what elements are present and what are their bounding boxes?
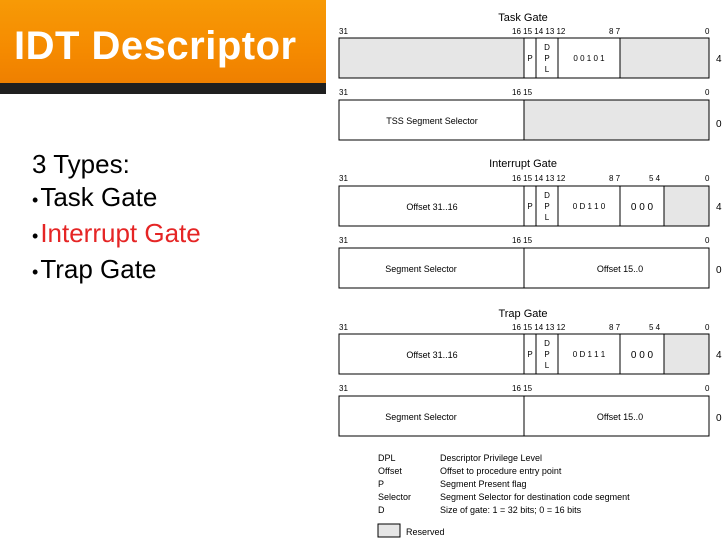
reserved-field: [620, 38, 709, 78]
trap-gate-title: Trap Gate: [498, 308, 548, 320]
legend-term: DPL: [378, 453, 396, 463]
dpl-field-d: D: [544, 43, 550, 52]
title-bar-shadow: [0, 83, 326, 94]
offset-high-field: Offset 31..16: [406, 350, 458, 360]
bit-label-0: 0: [705, 384, 710, 393]
offset-low-field: Offset 15..0: [596, 264, 644, 274]
legend-desc: Segment Selector for destination code segment: [440, 492, 630, 502]
bullet-intro: 3 Types:: [32, 149, 130, 179]
bit-label-0: 0: [705, 88, 710, 97]
slide-title: IDT Descriptor: [14, 24, 297, 68]
trap-gate: [339, 308, 722, 436]
dpl-field-l: L: [544, 361, 550, 370]
byte-offset-0: 0: [716, 265, 722, 276]
bit-label-31: 31: [339, 323, 348, 332]
dpl-field-d: D: [544, 191, 550, 200]
legend-term: P: [378, 479, 385, 489]
interrupt-gate-title: Interrupt Gate: [489, 158, 557, 170]
bullet-trap-gate: [32, 253, 201, 289]
byte-offset-4: 4: [716, 350, 722, 361]
legend-term: Selector: [378, 492, 412, 502]
task-gate-title: Task Gate: [498, 12, 548, 24]
reserved-field: [524, 100, 709, 140]
bit-label-31: 31: [339, 384, 348, 393]
reserved-field: [339, 38, 524, 78]
bit-label-16-12: 16 15 14 13 12: [512, 323, 566, 332]
reserved-field: [664, 186, 709, 226]
dpl-field-l: L: [544, 65, 550, 74]
byte-offset-0: 0: [716, 413, 722, 424]
bullet-label: Trap Gate: [40, 254, 157, 284]
legend-desc: Offset to procedure entry point: [440, 466, 562, 476]
bit-label-31: 31: [339, 88, 348, 97]
idt-gate-diagram: [326, 0, 728, 546]
bullet-interrupt-gate: [32, 217, 201, 253]
bit-label-16-15: 16 15: [512, 384, 533, 393]
byte-offset-0: 0: [716, 119, 722, 130]
segment-selector-field: Segment Selector: [385, 264, 457, 274]
bit-label-31: 31: [339, 27, 348, 36]
bullet-glyph: •: [32, 190, 39, 210]
segment-selector-field: Segment Selector: [385, 412, 457, 422]
bit-label-16-12: 16 15 14 13 12: [512, 174, 566, 183]
title-bar: [0, 0, 326, 94]
legend-term: Offset: [378, 466, 402, 476]
dpl-field-p: P: [544, 350, 550, 359]
p-field: P: [527, 54, 533, 63]
dpl-field-p: P: [544, 202, 550, 211]
type-bits: 0 0 1 0 1: [573, 54, 605, 63]
legend-desc: Descriptor Privilege Level: [440, 453, 543, 463]
bullet-label: Interrupt Gate: [40, 218, 201, 248]
legend: [378, 453, 630, 537]
zero-bits: 0 0 0: [630, 202, 654, 213]
dpl-field-l: L: [544, 213, 550, 222]
bit-label-5-4: 5 4: [649, 323, 661, 332]
bit-label-0: 0: [705, 174, 710, 183]
offset-low-field: Offset 15..0: [596, 412, 644, 422]
bullet-glyph: •: [32, 226, 39, 246]
bit-label-0: 0: [705, 27, 710, 36]
p-field: P: [527, 350, 533, 359]
byte-offset-4: 4: [716, 202, 722, 213]
bit-label-0: 0: [705, 236, 710, 245]
type-bits: 0 D 1 1 1: [572, 350, 606, 359]
dpl-field-d: D: [544, 339, 550, 348]
bullet-task-gate: [32, 181, 201, 217]
tss-segment-selector: TSS Segment Selector: [386, 116, 478, 126]
p-field: P: [527, 202, 533, 211]
type-bits: 0 D 1 1 0: [572, 202, 606, 211]
offset-high-field: Offset 31..16: [406, 202, 458, 212]
bit-label-8-7: 8 7: [609, 27, 621, 36]
zero-bits: 0 0 0: [630, 350, 654, 361]
bit-label-8-7: 8 7: [609, 174, 621, 183]
bullet-label: Task Gate: [40, 182, 158, 212]
bit-label-16-15: 16 15: [512, 88, 533, 97]
bit-label-16-12: 16 15 14 13 12: [512, 27, 566, 36]
bit-label-0: 0: [705, 323, 710, 332]
legend-desc: Segment Present flag: [440, 479, 527, 489]
bit-label-5-4: 5 4: [649, 174, 661, 183]
legend-desc: Size of gate: 1 = 32 bits; 0 = 16 bits: [440, 505, 582, 515]
bit-label-31: 31: [339, 174, 348, 183]
bit-label-8-7: 8 7: [609, 323, 621, 332]
bit-label-31: 31: [339, 236, 348, 245]
legend-term: D: [378, 505, 385, 515]
reserved-field: [664, 334, 709, 374]
bullet-glyph: •: [32, 262, 39, 282]
reserved-swatch: [378, 524, 400, 537]
byte-offset-4: 4: [716, 54, 722, 65]
task-gate: [339, 12, 722, 140]
reserved-label: Reserved: [406, 527, 445, 537]
bit-label-16-15: 16 15: [512, 236, 533, 245]
dpl-field-p: P: [544, 54, 550, 63]
interrupt-gate: [339, 158, 722, 288]
bullet-list: [32, 148, 201, 289]
